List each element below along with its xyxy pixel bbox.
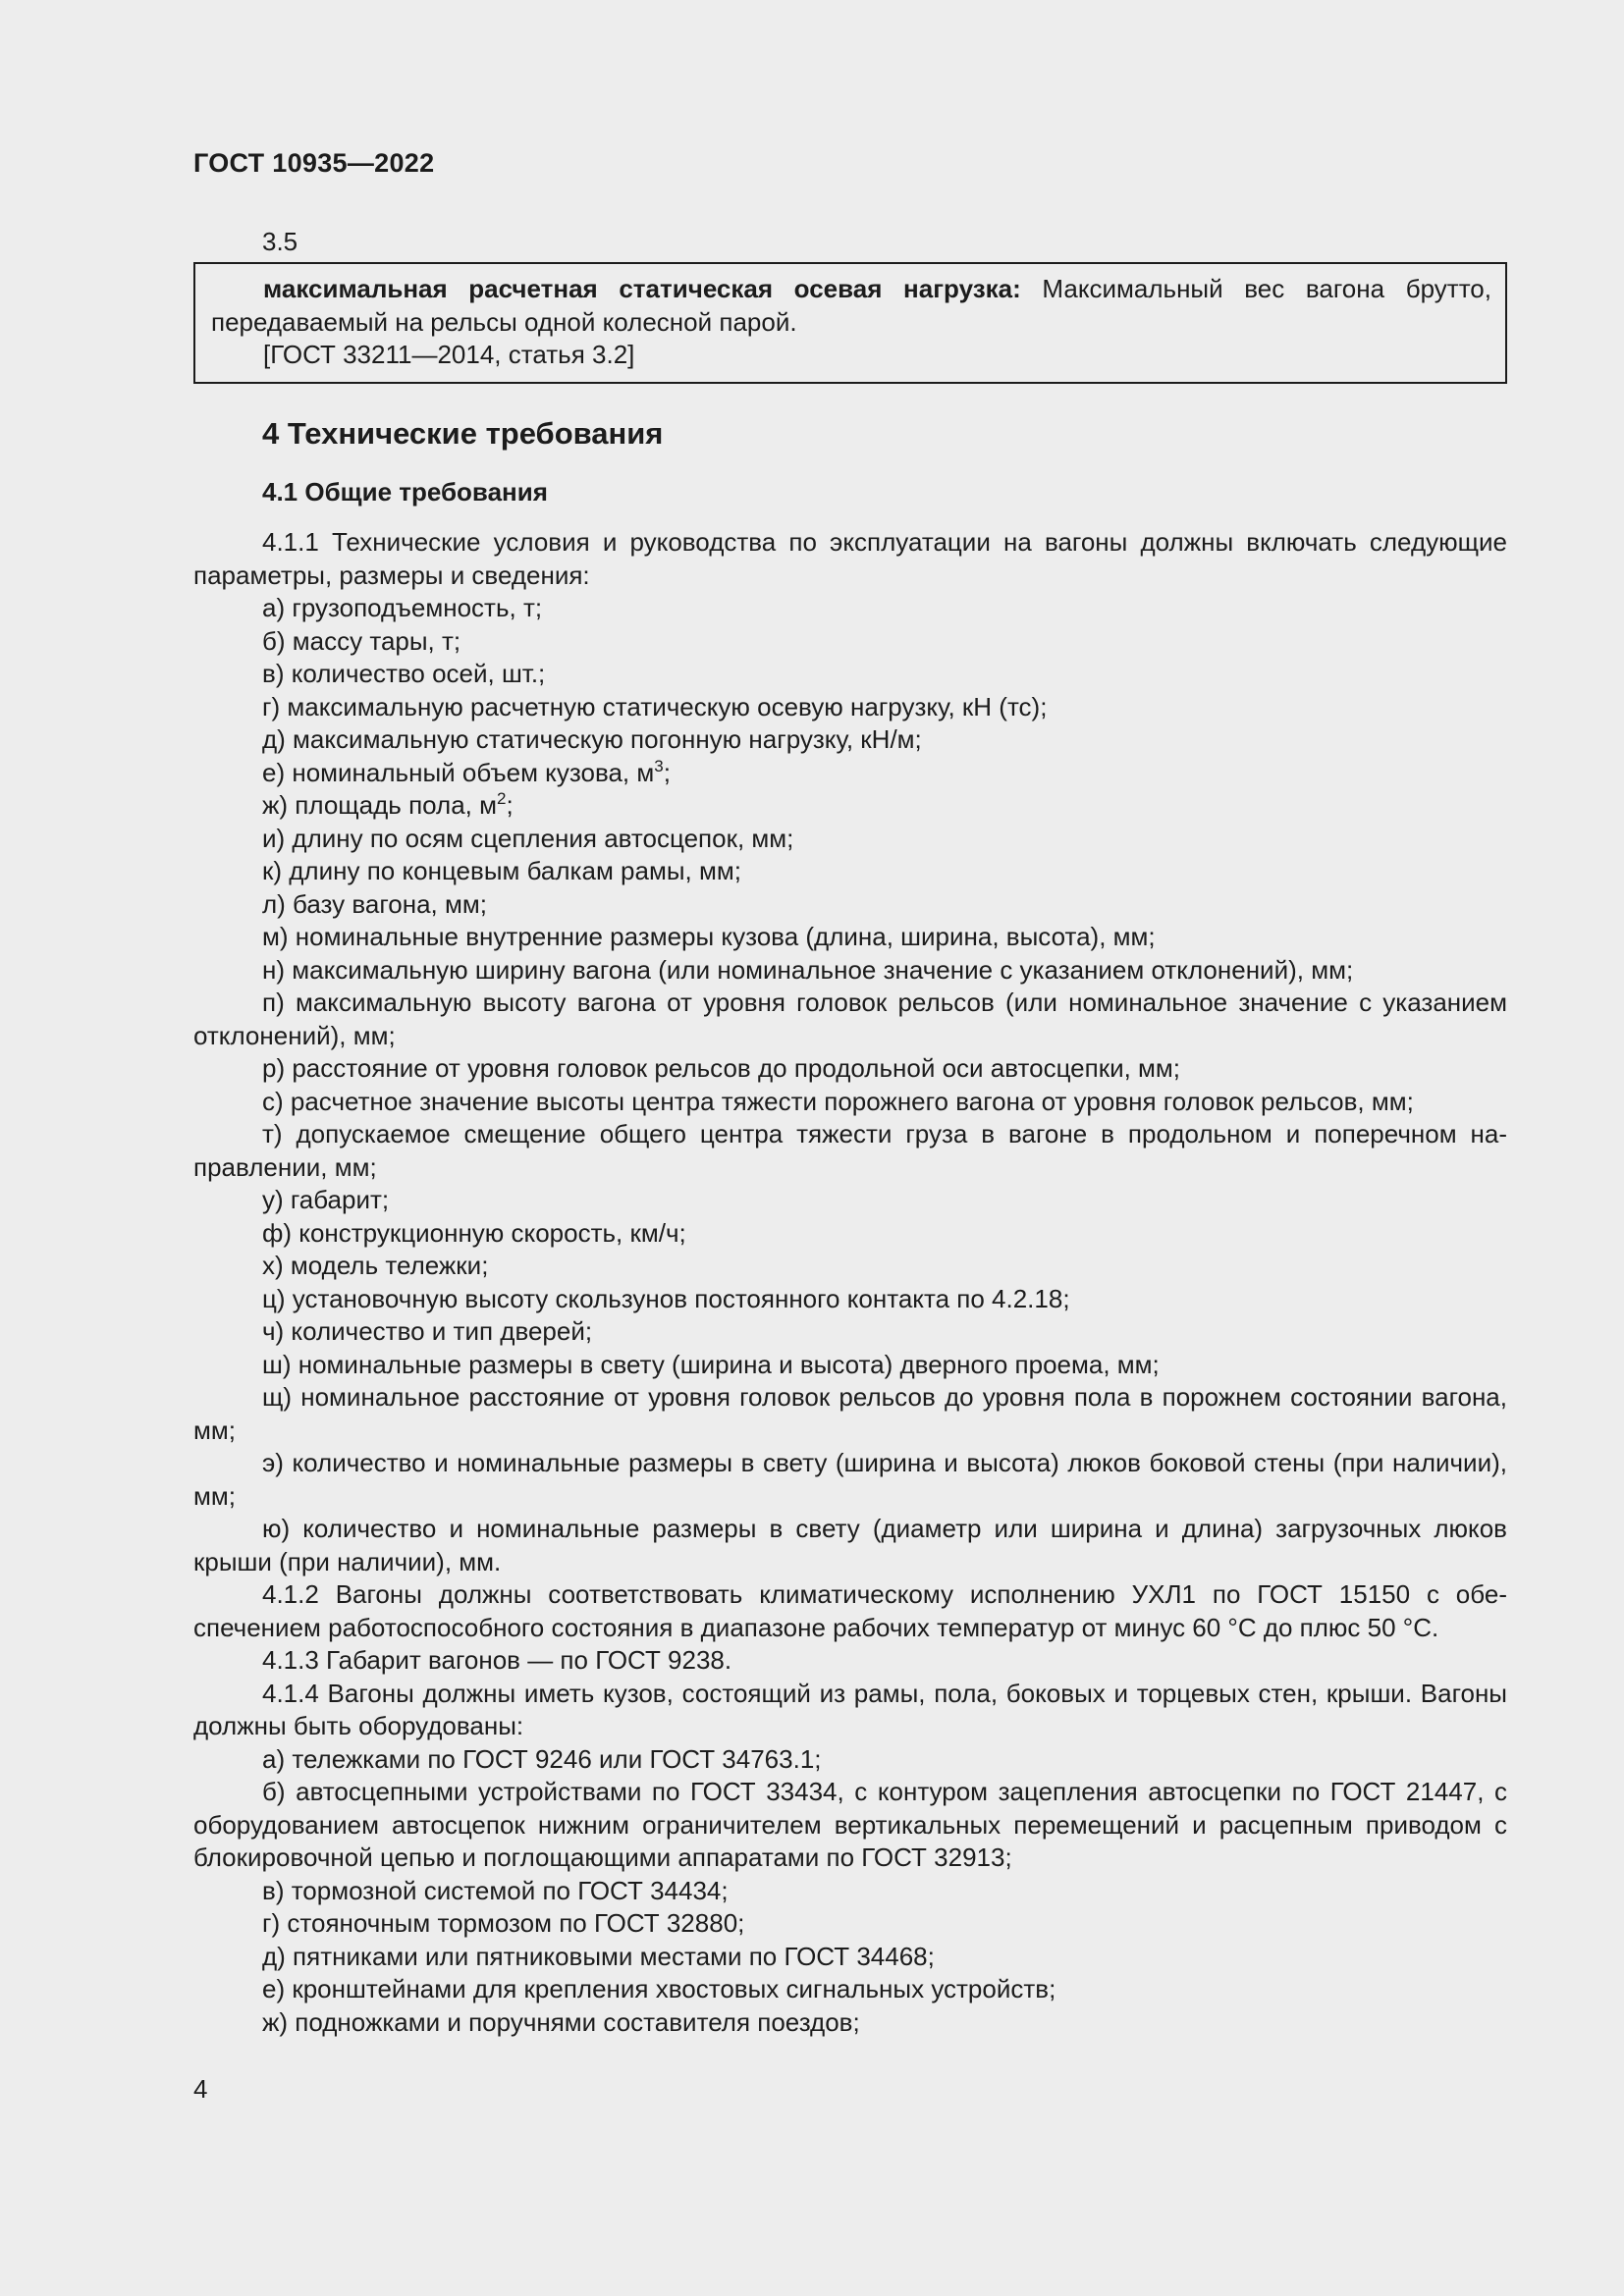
list-item: б) массу тары, т; [262, 625, 461, 656]
list-item: г) стояночным тормозом по ГОСТ 32880; [262, 1908, 745, 1938]
superscript: 3 [654, 756, 664, 775]
term-source: [ГОСТ 33211—2014, статья 3.2] [263, 340, 635, 369]
list-item: в) тормозной системой по ГОСТ 34434; [262, 1875, 729, 1905]
list-item [193, 789, 1507, 823]
list-item: м) номинальные внутренние размеры кузова (длина, ширина, высота), мм; [262, 922, 1156, 951]
list-item: а) тележками по ГОСТ 9246 или ГОСТ 34763.1; [262, 1743, 822, 1774]
list-item: у) габарит; [262, 1185, 390, 1214]
list-item: г) максимальную расчетную статическую осевую нагрузку, кН (тс); [262, 691, 1048, 721]
list-item: б) автосцепными устройствами по ГОСТ 33434, с контуром зацепления автосцепки по ГОСТ 21447, с оборудованием автосцепок нижним ограничителем вертикальных перемещений и расцепным приводом с блокировочной цепью и поглощающими аппаратами по ГОСТ 32913; [193, 1777, 1507, 1872]
parameters-list-part2 [193, 823, 1507, 1579]
list-item: в) количество осей, шт.; [262, 659, 546, 688]
term-definition-box [193, 262, 1507, 384]
list-item: ц) установочную высоту скользунов постоянного контакта по 4.2.18; [262, 1283, 1070, 1313]
document-header: ГОСТ 10935—2022 [193, 148, 435, 178]
list-item: с) расчетное значение высоты центра тяжести порожнего вагона от уровня головок рельсов, мм; [262, 1086, 1414, 1116]
page-number: 4 [193, 2074, 208, 2104]
term-number: 3.5 [262, 227, 298, 256]
list-item: д) пятниками или пятниковыми местами по ГОСТ 34468; [262, 1941, 935, 1971]
list-item: л) базу вагона, мм; [262, 888, 487, 919]
paragraph-4-1-4: 4.1.4 Вагоны должны иметь кузов, состоящий из рамы, пола, боковых и торцевых стен, крыши. Вагоны должны быть оборудованы: [193, 1678, 1507, 1740]
section-title: 4 Технические требования [262, 416, 664, 451]
list-item: р) расстояние от уровня головок рельсов до продольной оси автосцепки, мм; [262, 1053, 1181, 1083]
list-item: х) модель тележки; [262, 1251, 489, 1280]
list-item: е) кронштейнами для крепления хвостовых сигнальных устройств; [262, 1974, 1056, 2003]
paragraph-4-1-1: 4.1.1 Технические условия и руководства по эксплуатации на вагоны должны включать следующие параметры, размеры и сведения: [193, 527, 1507, 590]
superscript: 2 [497, 789, 507, 808]
list-item: ч) количество и тип дверей; [262, 1316, 593, 1346]
list-item-text: ж) площадь пола, м [262, 790, 497, 820]
list-item: н) максимальную ширину вагона (или номинальное значение с указанием отклонений), мм; [262, 954, 1354, 985]
list-item: ф) конструкционную скорость, км/ч; [262, 1217, 686, 1248]
list-item: а) грузоподъемность, т; [262, 593, 543, 622]
list-item: э) количество и номинальные размеры в свету (ширина и высота) люков боковой стены (при наличии), мм; [193, 1448, 1507, 1511]
subsection-title: 4.1 Общие требования [262, 477, 548, 507]
term-definition [211, 273, 1491, 339]
list-item: т) допускаемое смещение общего центра тяжести груза в вагоне в продольном и поперечном направлении, мм; [193, 1119, 1507, 1182]
term-definition-text: Максимальный вес вагона брутто, передаваемый на рельсы одной колесной парой. [211, 274, 1491, 337]
list-item-end: ; [663, 757, 671, 787]
list-item: п) максимальную высоту вагона от уровня головок рельсов (или номинальное значение с указанием отклонений), мм; [193, 988, 1507, 1050]
list-item: ж) подножками и поручнями составителя поездов; [262, 2006, 860, 2037]
list-item: д) максимальную статическую погонную нагрузку, кН/м; [262, 724, 922, 754]
list-item: щ) номинальное расстояние от уровня головок рельсов до уровня пола в порожнем состоянии вагона, мм; [193, 1382, 1507, 1445]
parameters-list-part1 [193, 592, 1507, 757]
term-name: максимальная расчетная статическая осевая нагрузка: [263, 274, 1021, 303]
equipment-list [193, 1743, 1507, 2040]
list-item: ю) количество и номинальные размеры в свету (диаметр или ширина и длина) загрузочных люков крыши (при наличии), мм. [193, 1514, 1507, 1576]
paragraph-4-1-2: 4.1.2 Вагоны должны соответствовать климатическому исполнению УХЛ1 по ГОСТ 15150 с обеспечением работоспособного состояния в диапазоне рабочих температур от минус 60 °С до плюс 50 °С. [193, 1579, 1507, 1642]
list-item [193, 757, 1507, 790]
paragraph-4-1-3: 4.1.3 Габарит вагонов — по ГОСТ 9238. [262, 1645, 732, 1675]
list-item: к) длину по концевым балкам рамы, мм; [262, 856, 741, 885]
list-item: и) длину по осям сцепления автосцепок, мм; [262, 823, 794, 853]
list-item-text: е) номинальный объем кузова, м [262, 757, 655, 787]
list-item: ш) номинальные размеры в свету (ширина и высота) дверного проема, мм; [262, 1349, 1160, 1379]
section-body [193, 526, 1507, 2039]
list-item-end: ; [506, 790, 514, 820]
